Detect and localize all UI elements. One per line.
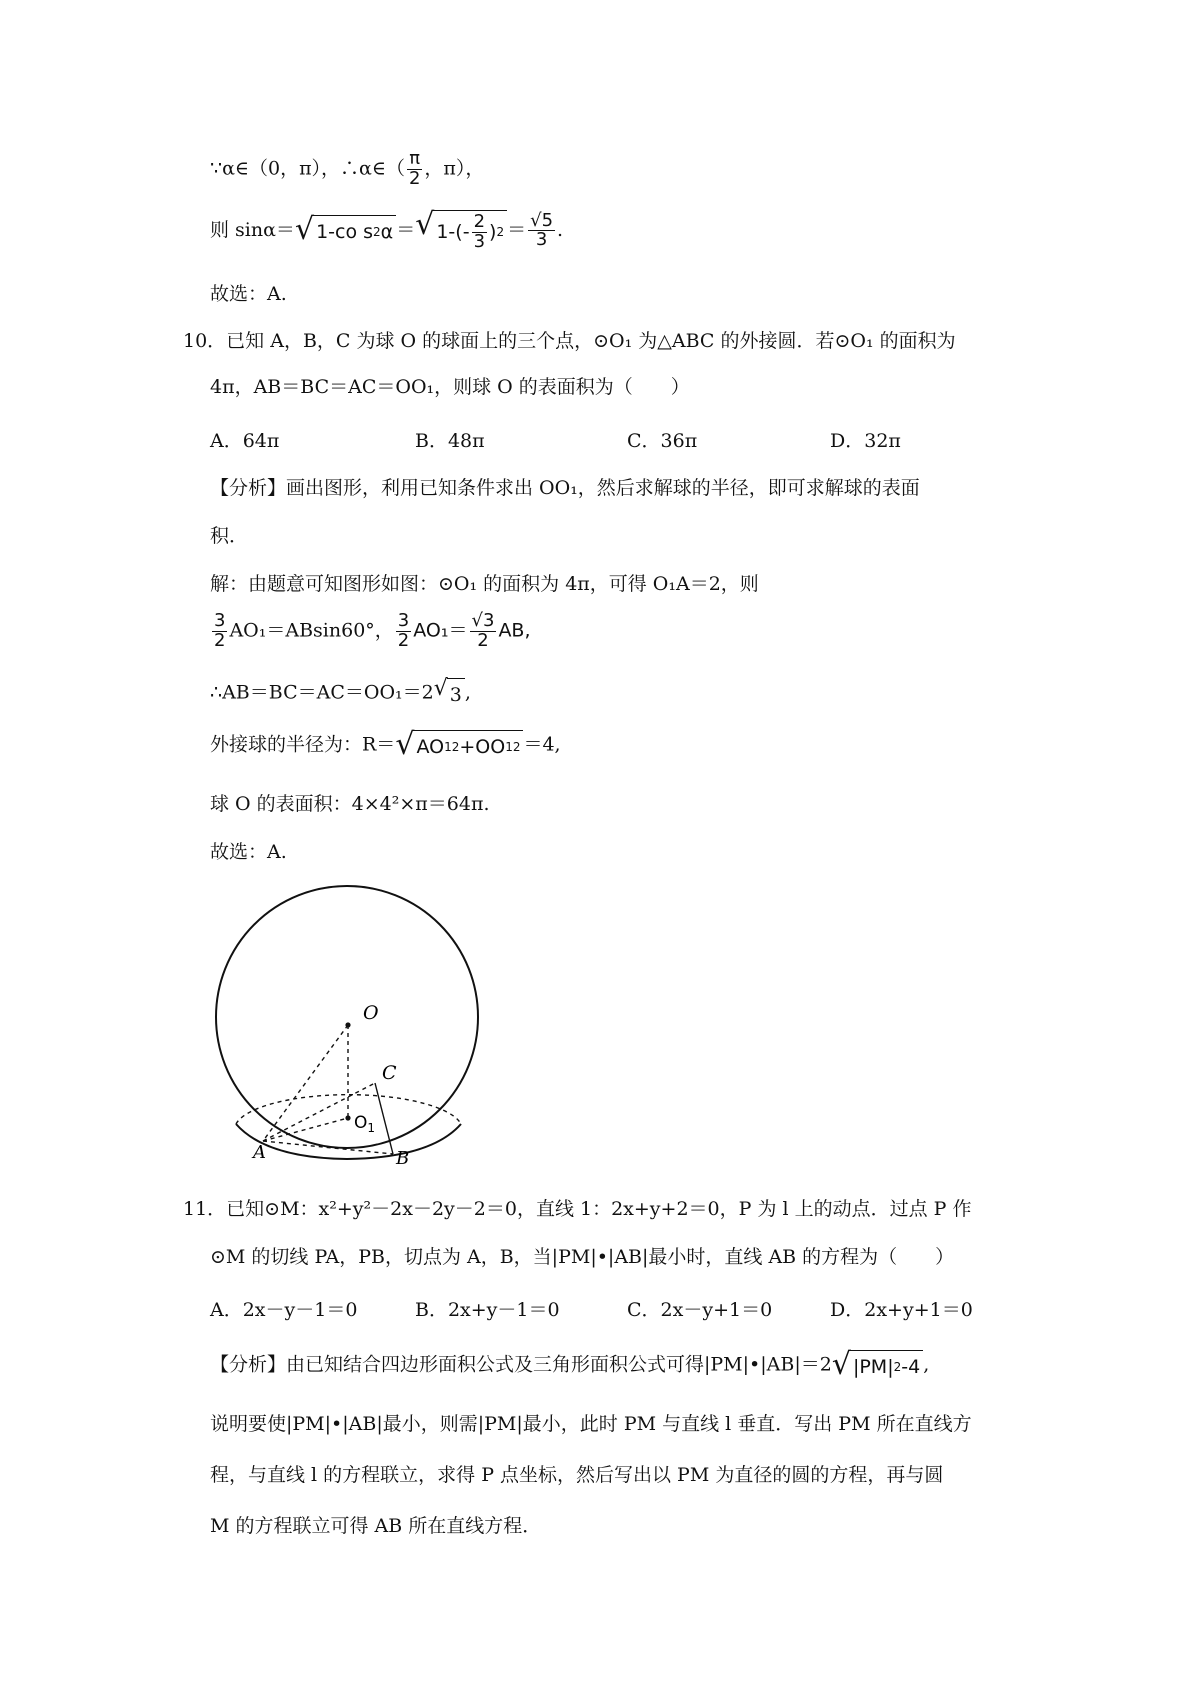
exponent: 2: [512, 740, 521, 754]
sol9-answer: 故选：A.: [210, 283, 287, 305]
text: ∵α∈（0，π），∴α∈（: [210, 157, 405, 180]
fraction: [528, 209, 555, 251]
q11-analysis-line2: 说明要使|PM|•|AB|最小，则需|PM|最小，此时 PM 与直线 l 垂直．写出 PM 所在直线方: [210, 1413, 972, 1435]
text: .: [557, 218, 564, 241]
numerator: 3: [214, 610, 226, 631]
text: ,: [464, 681, 471, 704]
radical-sign: √: [395, 727, 415, 762]
q10-option-b: B．48π: [415, 430, 485, 452]
sqrt-expression: [415, 207, 507, 252]
q10-solution-line3: [210, 678, 471, 709]
radicand: [313, 215, 396, 246]
sqrt-expression: [395, 727, 523, 762]
radical-sign: √: [831, 1347, 851, 1382]
q10-solution-line4: [210, 727, 561, 762]
text: 1-(-: [436, 221, 470, 244]
fraction: [396, 612, 411, 651]
exponent: 2: [451, 740, 460, 754]
sphere-figure: [206, 882, 486, 1169]
numerator: √3: [471, 610, 495, 631]
fraction: [212, 612, 227, 651]
numerator: √5: [530, 209, 554, 231]
sol9-line-sin: [210, 207, 564, 252]
text: α: [380, 221, 394, 244]
text: ＝: [507, 218, 527, 241]
q10-analysis-line2: 积．: [210, 525, 249, 547]
denominator: 2: [397, 629, 410, 651]
text: +OO: [459, 736, 506, 758]
text: 【分析】由已知结合四边形面积公式及三角形面积公式可得|PM|•|AB|＝2: [210, 1353, 832, 1376]
exponent: 2: [496, 225, 505, 240]
label-o1: [354, 1113, 375, 1135]
q10-stem-line2: 4π，AB＝BC＝AC＝OO₁，则球 O 的表面积为（ ）: [210, 376, 690, 398]
subscript: 1: [505, 740, 513, 754]
q11-option-d: D．2x+y+1＝0: [830, 1299, 973, 1321]
exponent: 2: [373, 225, 381, 240]
radicand: 3: [447, 678, 465, 709]
radicand: [433, 210, 507, 252]
text: 3: [482, 610, 495, 631]
exponent: 2: [893, 1360, 902, 1374]
text: ＝: [396, 218, 416, 241]
text: ∴AB＝BC＝AC＝OO₁＝2: [210, 681, 434, 704]
subscript: 1: [367, 1121, 376, 1135]
denominator: 2: [408, 167, 421, 189]
text: 1-co s: [316, 221, 374, 244]
label-o: O: [363, 1002, 379, 1024]
denominator: 3: [473, 230, 486, 252]
q11-option-a: A．2x－y－1＝0: [210, 1299, 358, 1321]
text: O: [354, 1113, 368, 1133]
radical-sign: √: [415, 207, 435, 242]
label-c: C: [382, 1062, 397, 1084]
segment-oa: [263, 1025, 348, 1141]
text: AO₁＝: [413, 619, 468, 642]
q11-option-b: B．2x+y－1＝0: [415, 1299, 560, 1321]
q10-solution-line5: 球 O 的表面积：4×4²×π＝64π.: [210, 793, 490, 815]
segment-ab: [263, 1141, 393, 1154]
point-o1: [345, 1115, 350, 1120]
text: AO₁＝ABsin60°，: [229, 619, 394, 642]
label-a: A: [253, 1142, 266, 1163]
numerator: π: [407, 150, 422, 170]
q10-analysis-line1: 【分析】画出图形，利用已知条件求出 OO₁，然后求解球的半径，即可求解球的表面: [210, 477, 920, 499]
q11-analysis-line3: 程，与直线 l 的方程联立，求得 P 点坐标，然后写出以 PM 为直径的圆的方程，再与圆: [210, 1464, 944, 1486]
q11-analysis-line4: M 的方程联立可得 AB 所在直线方程．: [210, 1515, 542, 1537]
radical-sign: √: [433, 676, 448, 701]
q10-option-a: A．64π: [210, 430, 280, 452]
q11-stem-line2: ⊙M 的切线 PA，PB，切点为 A，B，当|PM|•|AB|最小时，直线 AB 的方程为（ ）: [210, 1246, 955, 1268]
sqrt-expression: [294, 212, 396, 248]
q11-stem-line1: 11．已知⊙M：x²+y²－2x－2y－2＝0，直线 1：2x+y+2＝0，P 为 l 上的动点．过点 P 作: [183, 1198, 972, 1220]
text: |PM|: [852, 1356, 894, 1378]
text: 外接球的半径为：R＝: [210, 733, 396, 756]
subscript: 1: [444, 740, 452, 754]
denominator: 2: [477, 629, 489, 651]
sqrt-expression: [434, 678, 465, 709]
text: ,: [923, 1353, 930, 1376]
radicand: [850, 1350, 923, 1381]
q10-option-c: C．36π: [627, 430, 698, 452]
denominator: 2: [214, 629, 226, 651]
q10-solution-line1: 解：由题意可知图形如图：⊙O₁ 的面积为 4π，可得 O₁A＝2，则: [210, 573, 759, 595]
q11-analysis-line1: [210, 1347, 930, 1382]
segment-ao1: [263, 1118, 348, 1141]
text: 5: [541, 209, 554, 231]
numerator: 3: [397, 610, 410, 631]
text: AB,: [498, 619, 531, 642]
q10-solution-line2: [210, 612, 531, 651]
fraction: [470, 612, 497, 651]
q10-stem-line1: 10．已知 A，B，C 为球 O 的球面上的三个点，⊙O₁ 为△ABC 的外接圆．若⊙O₁ 的面积为: [183, 330, 956, 352]
circle-o1-front: [236, 1124, 461, 1159]
point-o: [345, 1022, 350, 1027]
text: 则 sinα＝: [210, 218, 295, 241]
numerator: 2: [473, 211, 486, 232]
q10-answer: 故选：A.: [210, 841, 287, 863]
radicand: [413, 730, 523, 761]
sqrt-expression: [831, 1347, 923, 1382]
denominator: 3: [535, 229, 548, 251]
fraction: [407, 150, 422, 189]
sol9-line-interval: [210, 150, 484, 189]
text: -4: [901, 1356, 921, 1378]
text: ): [489, 221, 497, 244]
text: ，π），: [424, 157, 485, 180]
text: AO: [416, 736, 445, 758]
fraction: [472, 213, 487, 252]
q11-option-c: C．2x－y+1＝0: [627, 1299, 773, 1321]
label-b: B: [396, 1148, 410, 1169]
text: ＝4,: [523, 733, 561, 756]
q10-option-d: D．32π: [830, 430, 901, 452]
radical-sign: √: [294, 212, 315, 248]
